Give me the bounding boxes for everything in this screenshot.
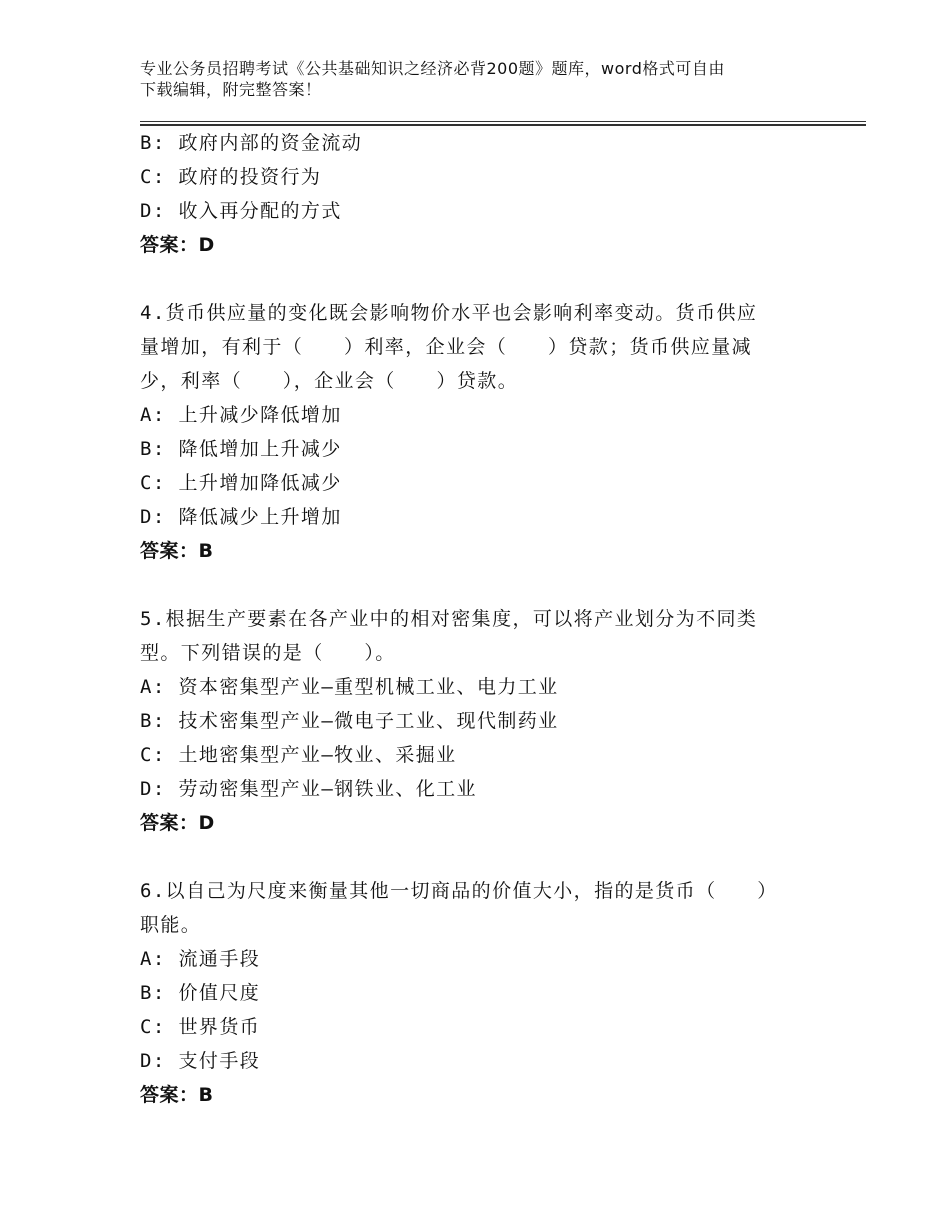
question-stem-line: 4.货币供应量的变化既会影响物价水平也会影响利率变动。货币供应 (140, 302, 758, 324)
prev-question (140, 126, 800, 262)
answer-line: 答案：B (140, 1084, 214, 1106)
question-4 (140, 296, 800, 568)
document-header (140, 58, 820, 100)
question-stem-line: 6.以自己为尺度来衡量其他一切商品的价值大小，指的是货币（ ） (140, 880, 778, 902)
answer-line: 答案：B (140, 540, 214, 562)
question-6 (140, 874, 800, 1112)
question-stem-line: 量增加，有利于（ ）利率，企业会（ ）贷款；货币供应量减 (140, 336, 753, 358)
spacer (140, 262, 800, 296)
option-a: A: 资本密集型产业—重型机械工业、电力工业 (140, 676, 559, 698)
header-divider-thin (140, 121, 866, 122)
question-stem-line: 少，利率（ ），企业会（ ）贷款。 (140, 370, 519, 392)
spacer (140, 840, 800, 874)
option-c: C: 世界货币 (140, 1016, 261, 1038)
question-stem-line: 型。下列错误的是（ ）。 (140, 642, 396, 664)
header-line-1: 专业公务员招聘考试《公共基础知识之经济必背200题》题库，word格式可自由 (140, 59, 725, 78)
option-c: C: 上升增加降低减少 (140, 472, 342, 494)
question-stem-line: 5.根据生产要素在各产业中的相对密集度，可以将产业划分为不同类 (140, 608, 758, 630)
option-b: B: 技术密集型产业—微电子工业、现代制药业 (140, 710, 559, 732)
answer-line: 答案：D (140, 234, 215, 256)
option-c: C: 政府的投资行为 (140, 166, 322, 188)
question-5 (140, 602, 800, 840)
option-d: D: 降低减少上升增加 (140, 506, 342, 528)
question-stem-line: 职能。 (140, 914, 202, 936)
header-line-2: 下载编辑，附完整答案！ (140, 80, 322, 99)
spacer (140, 568, 800, 602)
question-content (140, 126, 800, 1112)
option-d: D: 支付手段 (140, 1050, 261, 1072)
option-d: D: 劳动密集型产业—钢铁业、化工业 (140, 778, 477, 800)
option-a: A: 上升减少降低增加 (140, 404, 342, 426)
option-a: A: 流通手段 (140, 948, 261, 970)
option-b: B: 降低增加上升减少 (140, 438, 342, 460)
option-d: D: 收入再分配的方式 (140, 200, 342, 222)
option-b: B: 政府内部的资金流动 (140, 132, 363, 154)
answer-line: 答案：D (140, 812, 215, 834)
option-c: C: 土地密集型产业—牧业、采掘业 (140, 744, 457, 766)
option-b: B: 价值尺度 (140, 982, 261, 1004)
